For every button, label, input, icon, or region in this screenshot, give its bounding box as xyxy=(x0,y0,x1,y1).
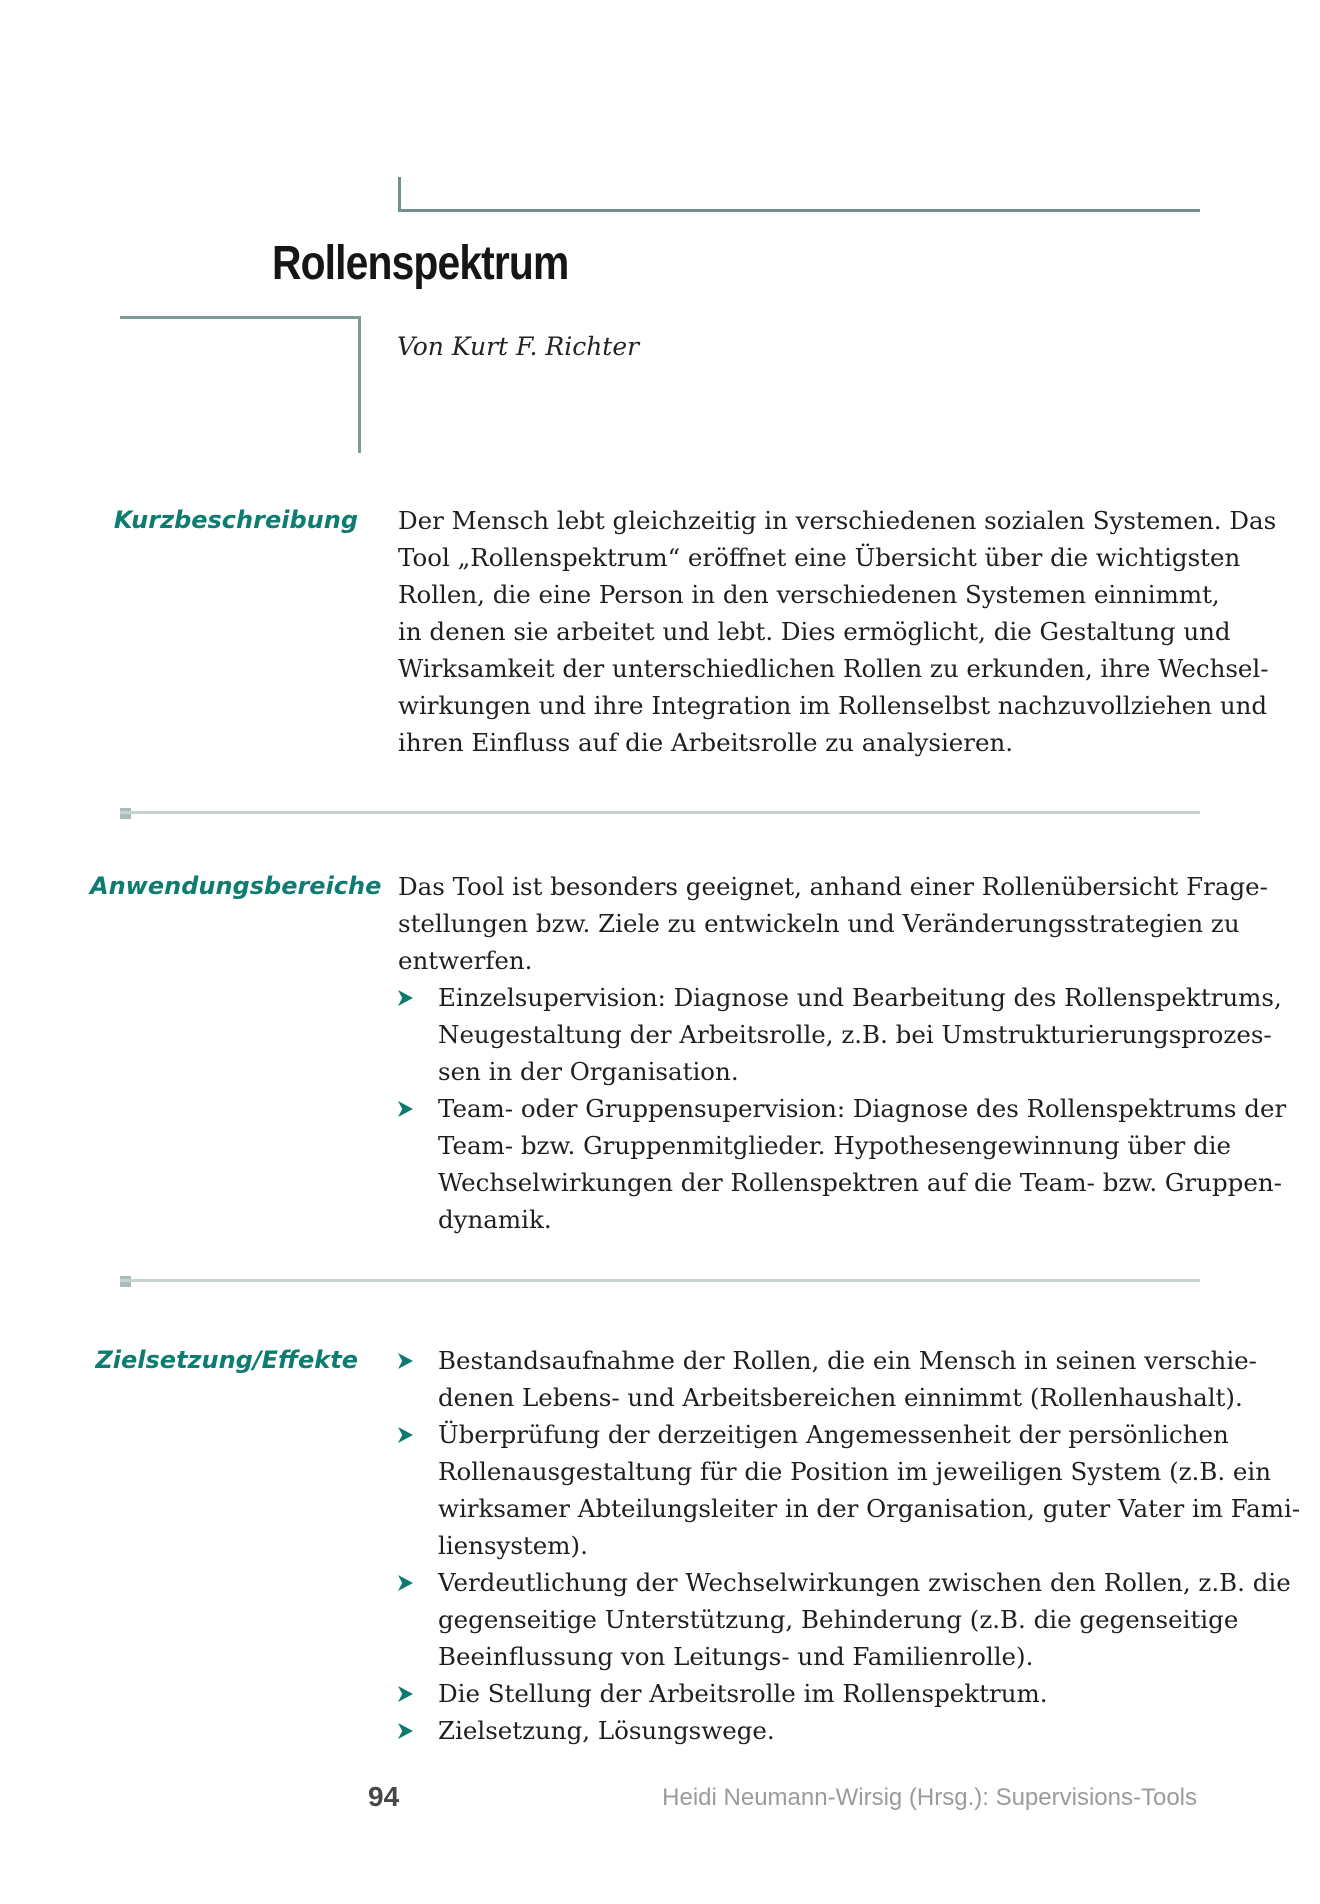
corner-bracket-horizontal xyxy=(120,316,361,319)
text-line: gegenseitige Unterstützung, Behinderung (z.B. die gegenseitige xyxy=(438,1605,1239,1634)
top-rule-tick xyxy=(398,177,401,212)
bullet-item xyxy=(398,1712,1200,1749)
text-line: Überprüfung der derzeitigen Angemessenheit der persönlichen xyxy=(438,1420,1229,1449)
bullet-cell xyxy=(398,1564,438,1675)
text-line: sen in der Organisation. xyxy=(438,1057,739,1086)
section-label-zielsetzung: Zielsetzung/Effekte xyxy=(95,1346,358,1374)
arrow-bullet-icon xyxy=(398,1427,413,1443)
text-line: Die Stellung der Arbeitsrolle im Rollenspektrum. xyxy=(438,1679,1048,1708)
bullet-item xyxy=(398,1675,1200,1712)
text-line: denen Lebens- und Arbeitsbereichen einnimmt (Rollenhaushalt). xyxy=(438,1383,1243,1412)
bullet-cell xyxy=(398,1342,438,1416)
bullet-item xyxy=(398,1416,1301,1564)
page-title: Rollenspektrum xyxy=(272,237,569,290)
bullet-text xyxy=(438,1712,1200,1749)
text-line: Das Tool ist besonders geeignet, anhand einer Rollenübersicht Frage- xyxy=(398,872,1268,901)
text-line: Wirksamkeit der unterschiedlichen Rollen zu erkunden, ihre Wechsel- xyxy=(398,654,1269,683)
text-line: Rollen, die eine Person in den verschiedenen Systemen einnimmt, xyxy=(398,580,1220,609)
text-line: wirksamer Abteilungsleiter in der Organisation, guter Vater im Fami- xyxy=(438,1494,1301,1523)
arrow-bullet-icon xyxy=(398,1723,413,1739)
text-line: in denen sie arbeitet und lebt. Dies ermöglicht, die Gestaltung und xyxy=(398,617,1231,646)
text-line: liensystem). xyxy=(438,1531,588,1560)
text-line: Der Mensch lebt gleichzeitig in verschiedenen sozialen Systemen. Das xyxy=(398,506,1277,535)
bullet-item xyxy=(398,1090,1287,1238)
arrow-bullet-icon xyxy=(398,1575,413,1591)
section-anwendungsbereiche-text xyxy=(398,868,1287,1238)
bullet-text xyxy=(438,1090,1287,1238)
arrow-bullet-icon xyxy=(398,1353,413,1369)
footer-credit: Heidi Neumann-Wirsig (Hrsg.): Supervisions-Tools xyxy=(662,1784,1197,1811)
section-zielsetzung-text xyxy=(398,1342,1301,1749)
text-line: Team- bzw. Gruppenmitglieder. Hypothesengewinnung über die xyxy=(438,1131,1231,1160)
arrow-bullet-icon xyxy=(398,990,413,1006)
text-line: Zielsetzung, Lösungswege. xyxy=(438,1716,775,1745)
arrow-bullet-icon xyxy=(398,1686,413,1702)
arrow-bullet-icon xyxy=(398,1101,413,1117)
text-line: Tool „Rollenspektrum“ eröffnet eine Übersicht über die wichtigsten xyxy=(398,543,1241,572)
text-line: Team- oder Gruppensupervision: Diagnose des Rollenspektrums der xyxy=(438,1094,1287,1123)
bullet-item xyxy=(398,1564,1291,1675)
bullet-text xyxy=(438,1342,1257,1416)
text-line: Verdeutlichung der Wechselwirkungen zwischen den Rollen, z.B. die xyxy=(438,1568,1291,1597)
bullet-item xyxy=(398,979,1282,1090)
bullet-text xyxy=(438,1564,1291,1675)
divider-line xyxy=(120,811,1200,814)
text-line: Wechselwirkungen der Rollenspektren auf die Team- bzw. Gruppen- xyxy=(438,1168,1282,1197)
bullet-cell xyxy=(398,1090,438,1238)
text-line: dynamik. xyxy=(438,1205,552,1234)
author-line: Von Kurt F. Richter xyxy=(397,332,640,361)
section-label-kurzbeschreibung: Kurzbeschreibung xyxy=(113,506,358,534)
text-line: Rollenausgestaltung für die Position im jeweiligen System (z.B. ein xyxy=(438,1457,1272,1486)
bullet-cell xyxy=(398,1712,438,1749)
text-line: Bestandsaufnahme der Rollen, die ein Mensch in seinen verschie- xyxy=(438,1346,1257,1375)
divider-line xyxy=(120,1279,1200,1282)
bullet-text xyxy=(438,1416,1301,1564)
bullet-cell xyxy=(398,1675,438,1712)
text-line: stellungen bzw. Ziele zu entwickeln und Veränderungsstrategien zu xyxy=(398,909,1240,938)
bullet-item xyxy=(398,1342,1257,1416)
text-line: Einzelsupervision: Diagnose und Bearbeitung des Rollenspektrums, xyxy=(438,983,1282,1012)
text-line: ihren Einfluss auf die Arbeitsrolle zu analysieren. xyxy=(398,728,1014,757)
text-line: Neugestaltung der Arbeitsrolle, z.B. bei Umstrukturierungsprozes- xyxy=(438,1020,1272,1049)
text-line: entwerfen. xyxy=(398,946,533,975)
section-kurzbeschreibung-text xyxy=(398,502,1277,761)
text-line: Beeinflussung von Leitungs- und Familienrolle). xyxy=(438,1642,1034,1671)
bullet-text xyxy=(438,979,1282,1090)
bullet-cell xyxy=(398,1416,438,1564)
bullet-text xyxy=(438,1675,1200,1712)
section-label-anwendungsbereiche: Anwendungsbereiche xyxy=(90,872,382,900)
corner-bracket-vertical xyxy=(358,316,361,453)
text-line: wirkungen und ihre Integration im Rollenselbst nachzuvollziehen und xyxy=(398,691,1268,720)
bullet-cell xyxy=(398,979,438,1090)
top-rule xyxy=(398,209,1200,212)
page-number: 94 xyxy=(368,1781,400,1812)
